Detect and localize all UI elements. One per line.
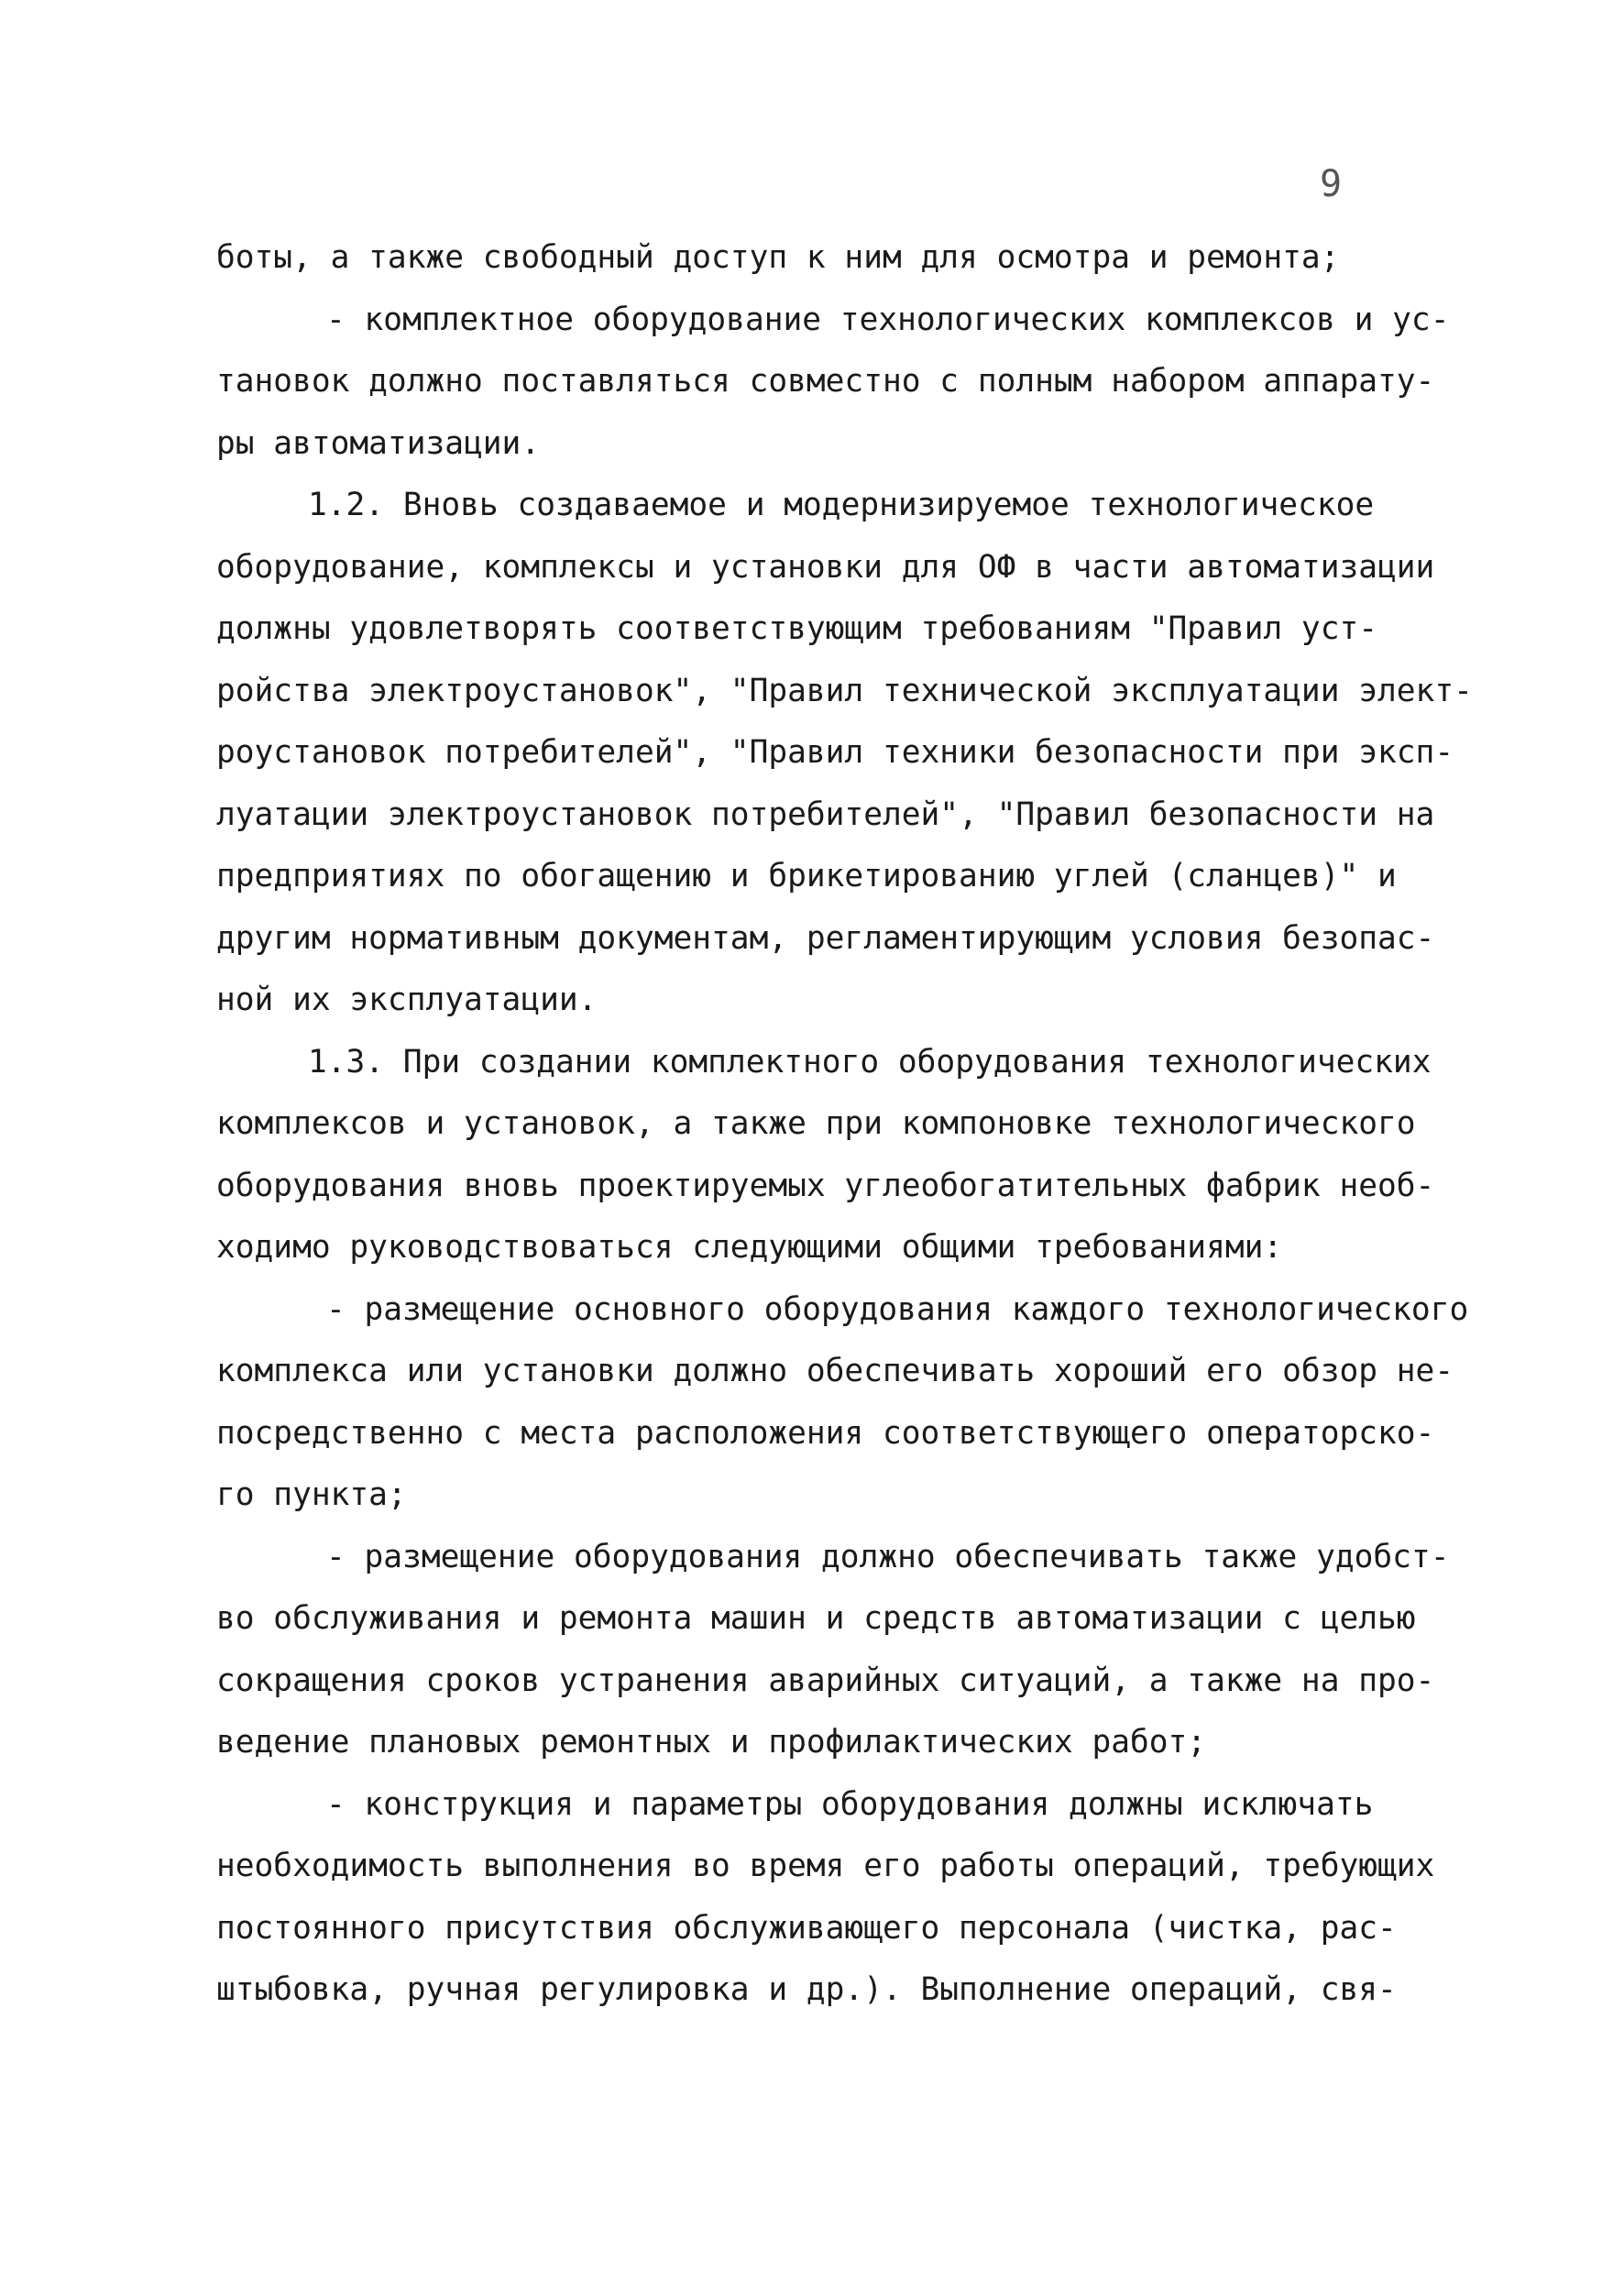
text-line: ведение плановых ремонтных и профилактических работ; xyxy=(216,1724,1207,1761)
text-line: посредственно с места расположения соответствующего операторско- xyxy=(216,1414,1435,1452)
text-line: другим нормативным документам, регламентирующим условия безопас- xyxy=(216,919,1435,957)
text-line: луатации электроустановок потребителей", "Правил безопасности на xyxy=(216,795,1435,833)
page-number: 9 xyxy=(1320,163,1343,205)
text-line: предприятиях по обогащению и брикетированию углей (сланцев)" и xyxy=(216,858,1397,894)
body-text xyxy=(216,227,1473,2022)
text-line: ходимо руководствоваться следующими общими требованиями: xyxy=(216,1229,1283,1266)
text-line: 1.3. При создании комплектного оборудования технологических xyxy=(308,1043,1432,1081)
text-line: 1.2. Вновь создаваемое и модернизируемое технологическое xyxy=(308,487,1375,523)
text-line: оборудование, комплексы и установки для ОФ в части автоматизации xyxy=(216,548,1435,586)
text-line: оборудования вновь проектируемых углеобогатительных фабрик необ- xyxy=(216,1167,1435,1204)
text-line: - комплектное оборудование технологических комплексов и ус- xyxy=(326,301,1450,338)
text-line: комплекса или установки должно обеспечивать хороший его обзор не- xyxy=(216,1353,1454,1389)
text-line: - размещение оборудования должно обеспечивать также удобст- xyxy=(326,1538,1450,1575)
text-line: постоянного присутствия обслуживающего персонала (чистка, рас- xyxy=(216,1909,1397,1947)
text-line: ры автоматизации. xyxy=(216,424,541,462)
text-line: боты, а также свободный доступ к ним для осмотра и ремонта; xyxy=(216,239,1340,276)
text-line: - размещение основного оборудования каждого технологического xyxy=(326,1290,1469,1328)
text-line: необходимость выполнения во время его работы операций, требующих xyxy=(216,1848,1435,1884)
text-line: должны удовлетворять соответствующим требованиям "Правил уст- xyxy=(216,610,1378,647)
text-line: ройства электроустановок", "Правил технической эксплуатации элект- xyxy=(216,672,1473,709)
text-line: го пункта; xyxy=(216,1476,407,1513)
text-line: во обслуживания и ремонта машин и средств автоматизации с целью xyxy=(216,1600,1416,1637)
text-line: роустановок потребителей", "Правил техники безопасности при эксп- xyxy=(216,734,1454,771)
text-line: комплексов и установок, а также при компоновке технологического xyxy=(216,1105,1416,1142)
text-line: штыбовка, ручная регулировка и др.). Выполнение операций, свя- xyxy=(216,1971,1397,2008)
text-line: ной их эксплуатации. xyxy=(216,982,598,1018)
text-line: сокращения сроков устранения аварийных ситуаций, а также на про- xyxy=(216,1662,1435,1699)
text-line: - конструкция и параметры оборудования должны исключать xyxy=(326,1785,1374,1823)
text-line: тановок должно поставляться совместно с полным набором аппарату- xyxy=(216,363,1435,400)
